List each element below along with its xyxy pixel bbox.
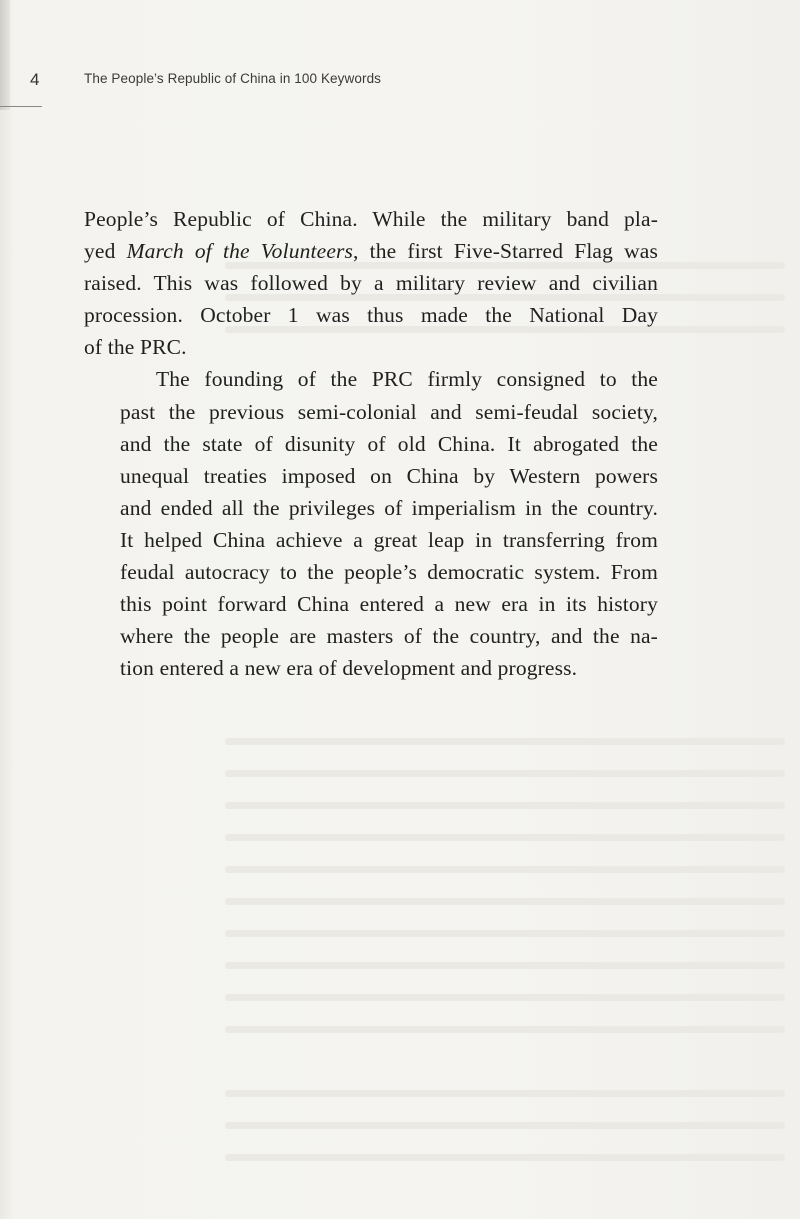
text-line: procession. October 1 was thus made the National Day: [84, 303, 658, 328]
header-rule: [0, 106, 42, 107]
bleed-through-line: [225, 1154, 785, 1161]
text-line: this point forward China entered a new era in its history: [120, 592, 658, 617]
bleed-through-line: [225, 866, 785, 873]
bleed-through-line: [225, 738, 785, 745]
bleed-through-line: [225, 1026, 785, 1033]
page-number: 4: [30, 70, 40, 89]
text-line: and the state of disunity of old China. It abrogated the: [120, 431, 658, 456]
bleed-through-line: [225, 834, 785, 841]
bleed-through-line: [225, 1090, 785, 1097]
bleed-through-line: [225, 962, 785, 969]
song-title: March of the Volunteers: [126, 239, 354, 264]
paragraph: [84, 203, 658, 363]
text-line: It helped China achieve a great leap in transferring from: [120, 527, 658, 552]
bleed-through-line: [225, 930, 785, 937]
body-text: [84, 203, 658, 684]
text-run: , the first Five-Starred Flag was: [353, 239, 658, 264]
bleed-through-line: [225, 898, 785, 905]
page-gutter: [0, 0, 10, 110]
text-line: People’s Republic of China. While the military band pla-: [84, 207, 658, 231]
text-line: raised. This was followed by a military review and civilian: [84, 271, 658, 296]
text-line: and ended all the privileges of imperialism in the country.: [120, 495, 658, 520]
text-line: [84, 235, 658, 267]
text-line: The founding of the PRC firmly consigned to the: [156, 367, 658, 392]
text-line: feudal autocracy to the people’s democratic system. From: [120, 560, 658, 585]
bleed-through-line: [225, 770, 785, 777]
text-line: where the people are masters of the country, and the na-: [120, 624, 658, 649]
bleed-through-line: [225, 1122, 785, 1129]
running-head: The People’s Republic of China in 100 Keywords: [84, 71, 382, 86]
text-line: unequal treaties imposed on China by Western powers: [120, 463, 658, 488]
text-line: tion entered a new era of development and progress.: [120, 656, 578, 681]
text-line: past the previous semi-colonial and semi-feudal society,: [120, 399, 658, 424]
bleed-through-line: [225, 802, 785, 809]
text-run: yed: [84, 239, 127, 264]
bleed-through-line: [225, 994, 785, 1001]
paragraph: [84, 363, 658, 684]
text-line: of the PRC.: [84, 335, 187, 360]
